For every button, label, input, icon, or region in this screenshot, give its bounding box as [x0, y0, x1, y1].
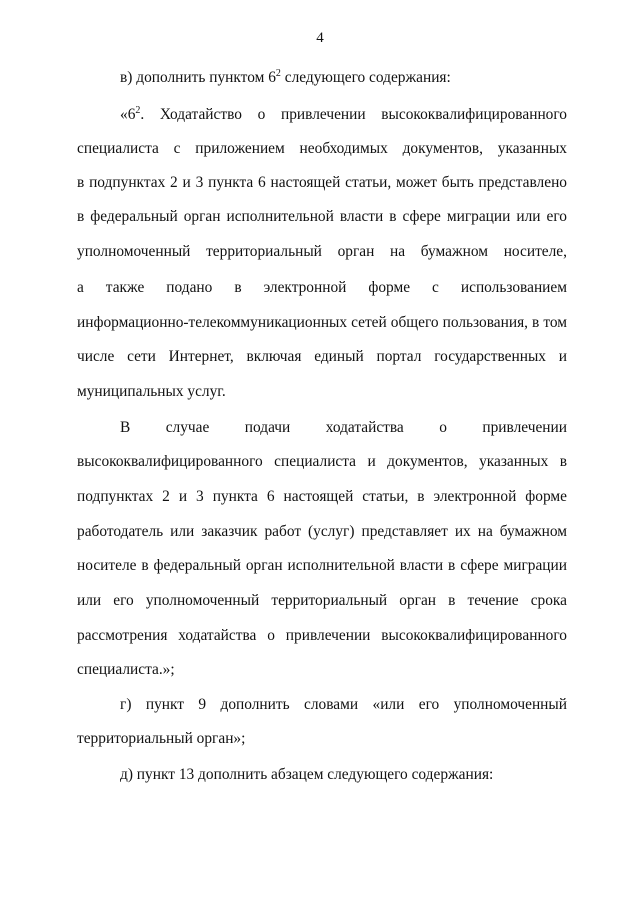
paragraph-case-line-8: специалиста.»; [77, 661, 175, 678]
paragraph-6-2-line-1: «$6^2$. Ходатайство о привлечении высококвалифицированного [120, 105, 567, 123]
paragraph-d-line-1: д) пункт 13 дополнить абзацем следующего содержания: [120, 766, 494, 783]
paragraph-6-2-line-4: в федеральный орган исполнительной власти в сфере миграции или его [77, 208, 567, 225]
paragraph-case-line-4: работодатель или заказчик работ (услуг) представляет их на бумажном [77, 523, 567, 540]
page-number: 4 [316, 30, 324, 46]
paragraph-6-2-line-2: специалиста с приложением необходимых документов, указанных [77, 140, 567, 157]
paragraph-case-line-1: В случае подачи ходатайства о привлечении [120, 419, 567, 436]
paragraph-6-2-line-9: муниципальных услуг. [77, 383, 226, 400]
paragraph-6-2-line-6: а также подано в электронной форме с использованием [77, 279, 567, 296]
paragraph-case-line-3: подпунктах 2 и 3 пункта 6 настоящей статьи, в электронной форме [77, 488, 567, 505]
paragraph-6-2-line-7: информационно-телекоммуникационных сетей общего пользования, в том [77, 314, 567, 331]
paragraph-6-2-line-8: числе сети Интернет, включая единый портал государственных и [77, 348, 567, 365]
paragraph-case-line-7: рассмотрения ходатайства о привлечении высококвалифицированного [77, 627, 567, 644]
paragraph-g-line-2: территориальный орган»; [77, 730, 246, 747]
paragraph-6-2-line-5: уполномоченный территориальный орган на бумажном носителе, [77, 243, 567, 260]
paragraph-g-line-1: г) пункт 9 дополнить словами «или его уполномоченный [120, 696, 567, 713]
paragraph-case-line-2: высококвалифицированного специалиста и документов, указанных в [77, 453, 567, 470]
paragraph-6-2-line-3: в подпунктах 2 и 3 пункта 6 настоящей статьи, может быть представлено [77, 174, 567, 191]
paragraph-case-line-6: или его уполномоченный территориальный орган в течение срока [77, 592, 567, 609]
paragraph-case-line-5: носителе в федеральный орган исполнительной власти в сфере миграции [77, 557, 567, 574]
paragraph-v-line: в) дополнить пунктом $6^2$ следующего содержания: [120, 68, 451, 86]
